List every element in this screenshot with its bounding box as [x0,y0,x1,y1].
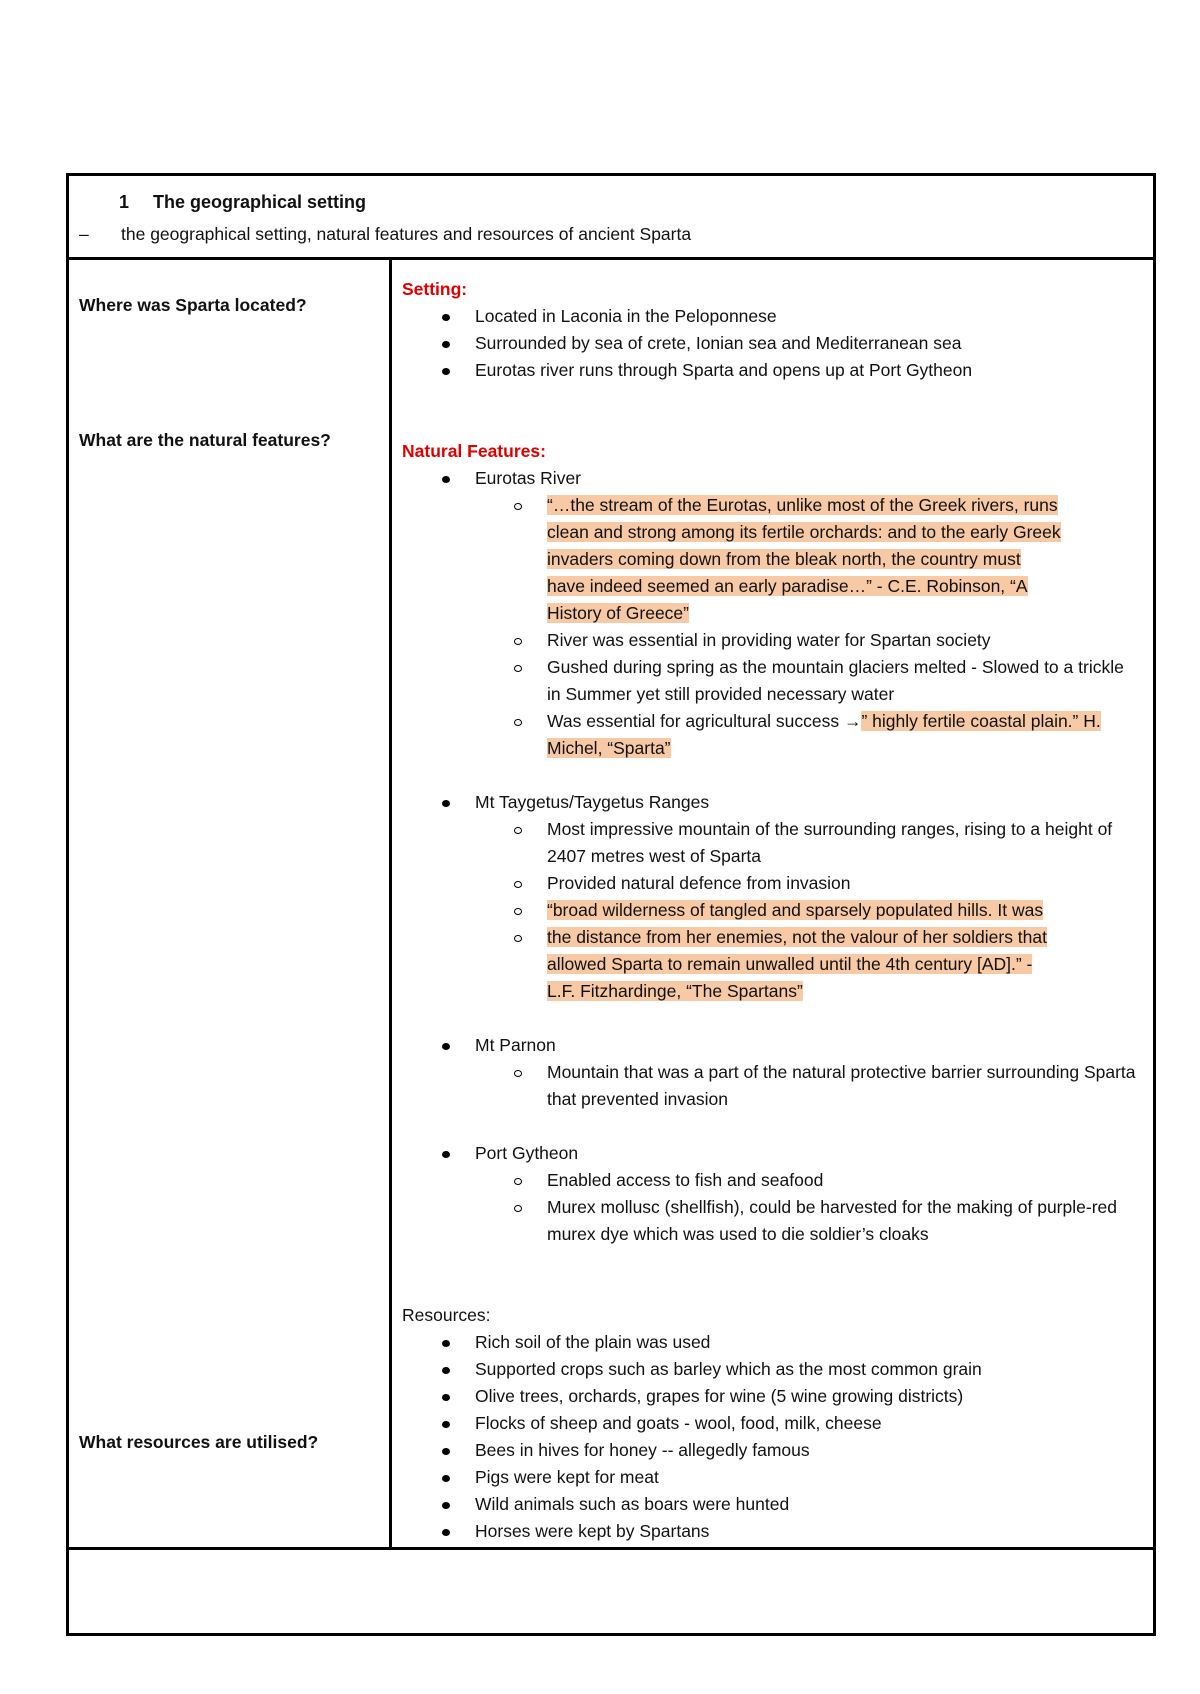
list-item: Eurotas river runs through Sparta and opens up at Port Gytheon [402,357,1142,384]
list-item-taygetus: Mt Taygetus/Taygetus Ranges [402,789,1142,816]
sub-item: Most impressive mountain of the surrounding ranges, rising to a height of 2407 metres west of Sparta [402,816,1142,870]
sub-item-quote-fitzhardinge [402,897,1142,924]
sub-item-quote-michel [402,708,1142,762]
notes-table [66,173,1156,1636]
list-item-parnon: Mt Parnon [402,1032,1142,1059]
highlight: the distance from her enemies, not the valour of her soldiers that [547,927,1047,947]
list-item-eurotas [402,465,1142,492]
list-item-gytheon: Port Gytheon [402,1140,1142,1167]
answers-column [402,276,1142,1545]
highlight: invaders coming down from the bleak north, the country must [547,549,1021,569]
sub-item: Murex mollusc (shellfish), could be harvested for the making of purple-red murex dye which was used to die soldier’s cloaks [402,1194,1142,1248]
section-title-text: The geographical setting [153,192,367,212]
list-item: Flocks of sheep and goats - wool, food, milk, cheese [402,1410,1142,1437]
list-item: Bees in hives for honey -- allegedly famous [402,1437,1142,1464]
list-item: Pigs were kept for meat [402,1464,1142,1491]
sub-item: Enabled access to fish and seafood [402,1167,1142,1194]
section-subtitle [79,224,691,245]
list-item: Horses were kept by Spartans [402,1518,1142,1545]
sub-item-quote-robinson [402,492,1142,627]
question-natural-features: What are the natural features? [79,430,331,450]
highlight: “broad wilderness of tangled and sparsely populated hills. It was [547,900,1044,920]
resources-heading: Resources: [402,1305,491,1325]
taygetus-list [402,789,1142,1005]
highlight: clean and strong among its fertile orchards: and to the early Greek [547,522,1061,542]
natural-features-list [402,465,1142,762]
sub-item: Provided natural defence from invasion [402,870,1142,897]
sub-item: Gushed during spring as the mountain glaciers melted - Slowed to a trickle in Summer yet still provided necessary water [402,654,1142,708]
section-subtitle-text: the geographical setting, natural features and resources of ancient Sparta [121,224,692,244]
natural-features-heading: Natural Features: [402,441,546,461]
resources-list [402,1329,1142,1545]
eurotas-label: Eurotas River [475,468,582,488]
setting-list [402,303,1142,384]
section-header [69,176,1153,260]
question-location: Where was Sparta located? [79,295,307,315]
list-item: Supported crops such as barley which as the most common grain [402,1356,1142,1383]
gytheon-list [402,1140,1142,1248]
plain-text: Was essential for agricultural success → [547,711,862,731]
list-item: Located in Laconia in the Peloponnese [402,303,1142,330]
subtitle-dash: – [79,224,89,244]
highlight: allowed Sparta to remain unwalled until the 4th century [AD].” - [547,954,1033,974]
content-row [69,260,1153,1550]
empty-footer-row [69,1550,1153,1633]
sub-item: Mountain that was a part of the natural protective barrier surrounding Sparta that prevented invasion [402,1059,1142,1113]
list-item: Rich soil of the plain was used [402,1329,1142,1356]
section-title [119,192,366,213]
question-resources: What resources are utilised? [79,1432,319,1452]
sub-item-quote-fitzhardinge-cont [402,924,1142,1005]
setting-heading: Setting: [402,279,468,299]
list-item: Olive trees, orchards, grapes for wine (5 wine growing districts) [402,1383,1142,1410]
highlight: “…the stream of the Eurotas, unlike most of the Greek rivers, runs [547,495,1058,515]
parnon-list [402,1032,1142,1113]
list-item: Surrounded by sea of crete, Ionian sea and Mediterranean sea [402,330,1142,357]
highlight: L.F. Fitzhardinge, “The Spartans” [547,981,803,1001]
sub-item: River was essential in providing water for Spartan society [402,627,1142,654]
list-item: Wild animals such as boars were hunted [402,1491,1142,1518]
highlight: History of Greece” [547,603,689,623]
column-divider [389,260,392,1547]
highlight: ” highly fertile coastal plain.” H. Michel, “Sparta” [547,711,1101,758]
section-number: 1 [119,192,130,212]
highlight: have indeed seemed an early paradise…” - C.E. Robinson, “A [547,576,1028,596]
